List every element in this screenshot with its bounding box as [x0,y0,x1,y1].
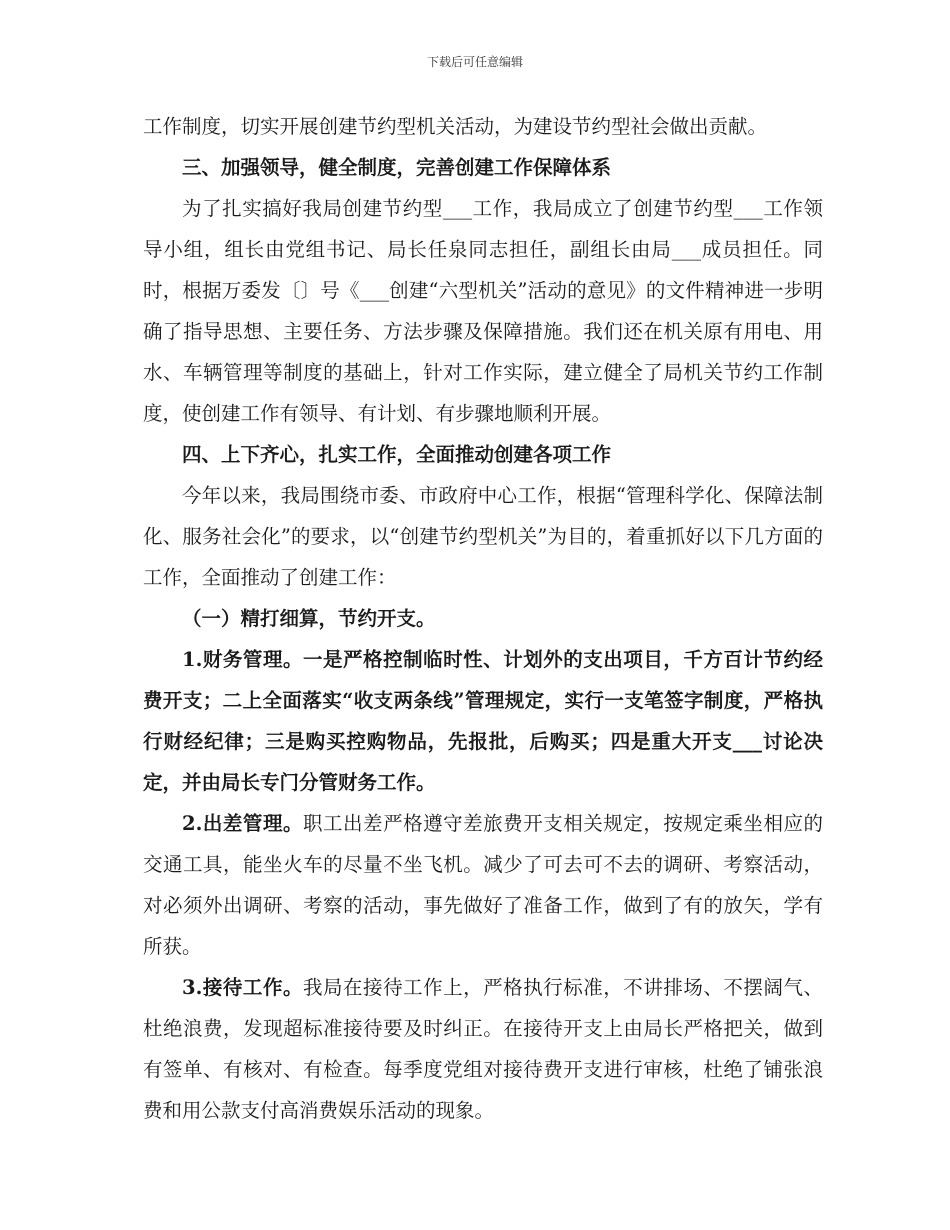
item-finance: 1.财务管理。一是严格控制临时性、计划外的支出项目，千方百计节约经费开支；二上全面落实“收支两条线”管理规定，实行一支笔签字制度，严格执行财经纪律；三是购买控购物品，先报批，后购买；四是重大开支___讨论决定，并由局长专门分管财务工作。 [143,648,823,794]
paragraph-leadership: 为了扎实搞好我局创建节约型___工作，我局成立了创建节约型___工作领导小组，组长由党组书记、局长任泉同志担任，副组长由局___成员担任。同时，根据万委发〔〕号《___创建“六型机关”活动的意见》的文件精神进一步明确了指导思想、主要任务、方法步骤及保障措施。我们还在机关原有用电、用水、车辆管理等制度的基础上，针对工作实际，建立健全了局机关节约工作制度，使创建工作有领导、有计划、有步骤地顺利开展。 [143,197,823,425]
section-heading-4: 四、上下齐心，扎实工作，全面推动创建各项工作 [182,443,612,466]
section-heading-3: 三、加强领导，健全制度，完善创建工作保障体系 [182,156,612,179]
item-travel-body: 职工出差严格遵守差旅费开支相关规定，按规定乘坐相应的交通工具，能坐火车的尽量不坐飞机。减少了可去可不去的调研、考察活动，对必须外出调研、考察的活动，事先做好了准备工作，做到了有的放矢，学有所获。 [143,812,823,958]
paragraph-continuation: 工作制度，切实开展创建节约型机关活动，为建设节约型社会做出贡献。 [143,115,768,138]
paragraph-overview: 今年以来，我局围绕市委、市政府中心工作，根据“管理科学化、保障法制化、服务社会化”的要求，以“创建节约型机关”为目的，着重抓好以下几方面的工作，全面推动了创建工作： [143,484,823,589]
subsection-heading-1: （一）精打细算，节约开支。 [182,607,436,630]
page-header: 下载后可任意编辑 [426,55,523,69]
item-travel-title: 2.出差管理。 [182,812,303,835]
document-body [143,106,823,1131]
item-travel [143,803,823,967]
item-reception-title: 3.接待工作。 [182,976,303,999]
item-reception-body: 我局在接待工作上，严格执行标准，不讲排场、不摆阔气、杜绝浪费，发现超标准接待要及时纠正。在接待开支上由局长严格把关，做到有签单、有核对、有检查。每季度党组对接待费开支进行审核，杜绝了铺张浪费和用公款支付高消费娱乐活动的现象。 [143,976,823,1122]
item-reception [143,967,823,1131]
